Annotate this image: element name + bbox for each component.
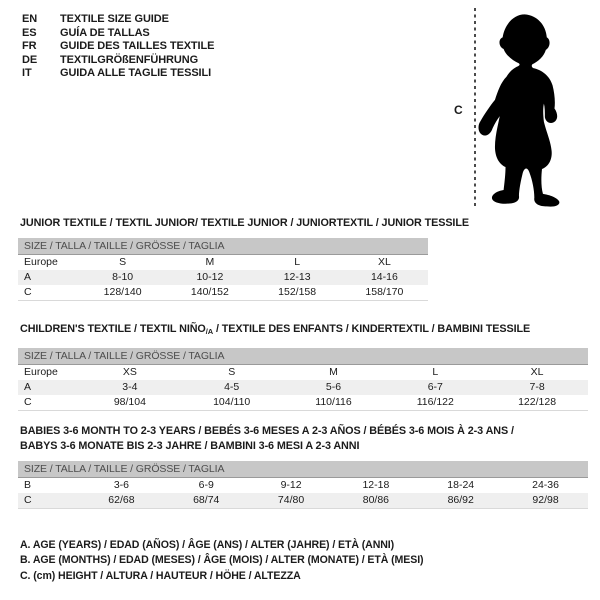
language-title-list <box>22 13 214 81</box>
cell-value: 62/68 <box>108 494 135 506</box>
legend-notes <box>20 538 424 584</box>
cell-value: 10-12 <box>196 271 224 283</box>
cell-value: 158/170 <box>365 286 404 298</box>
cell-value: 116/122 <box>416 396 454 408</box>
size-table-babies <box>18 461 588 509</box>
cell-value: 122/128 <box>518 396 557 408</box>
table-row-b <box>18 478 588 493</box>
section-title-children <box>20 322 530 340</box>
cell-value: 74/80 <box>277 494 305 506</box>
language-row <box>22 54 214 68</box>
language-code: DE <box>22 53 38 66</box>
cell-value: M <box>329 366 338 378</box>
cell-value: M <box>205 256 215 268</box>
guide-title-translation: GUIDE DES TAILLES TEXTILE <box>60 40 215 53</box>
row-label: Europe <box>24 366 58 378</box>
language-row <box>22 40 214 54</box>
cell-value: XL <box>377 256 391 268</box>
cell-value: 5-6 <box>325 381 342 393</box>
cell-value: 6-9 <box>198 479 214 491</box>
table-row-europe <box>18 255 428 270</box>
language-row <box>22 27 214 41</box>
cell-value: 3-4 <box>122 381 138 393</box>
guide-title-translation: TEXTILE SIZE GUIDE <box>60 13 169 25</box>
legend-note: B. AGE (MONTHS) / EDAD (MESES) / ÂGE (MOIS) / ALTER (MONATE) / ETÀ (MESI) <box>20 554 424 567</box>
baby-silhouette-icon <box>470 5 590 210</box>
language-code: ES <box>22 26 37 39</box>
title-text: JUNIOR TEXTILE / TEXTIL JUNIOR/ TEXTILE JUNIOR / JUNIORTEXTIL / JUNIOR TESSILE <box>20 217 469 229</box>
cell-value: 68/74 <box>193 494 220 506</box>
section-title-line <box>20 322 530 340</box>
height-label-c: C <box>454 103 463 117</box>
section-title-line <box>20 439 514 454</box>
cell-value: S <box>119 256 127 268</box>
cell-value: 80/86 <box>362 494 390 506</box>
cell-value: 12-18 <box>362 479 390 491</box>
row-label: C <box>24 286 32 298</box>
cell-value: XL <box>530 366 544 378</box>
title-text: CHILDREN'S TEXTILE / TEXTIL NIÑO <box>20 323 206 335</box>
cell-value: 7-8 <box>529 381 545 393</box>
cell-value: 12-13 <box>283 271 311 283</box>
cell-value: 110/116 <box>315 396 352 408</box>
language-code: IT <box>22 67 32 80</box>
title-text: /A <box>205 327 214 336</box>
table-row-c <box>18 285 428 301</box>
cell-value: L <box>294 256 301 268</box>
cell-value: 18-24 <box>447 479 475 491</box>
cell-value: L <box>432 366 439 378</box>
language-code: FR <box>22 40 37 53</box>
cell-value: 4-5 <box>224 381 240 393</box>
cell-value: 152/158 <box>278 286 317 298</box>
size-table-children <box>18 348 588 411</box>
table-row-c <box>18 395 588 411</box>
cell-value: S <box>228 366 236 378</box>
row-label: C <box>24 396 32 408</box>
section-title-babies <box>20 424 514 453</box>
cell-value: 14-16 <box>370 271 398 283</box>
cell-value: 3-6 <box>113 479 129 491</box>
cell-value: 9-12 <box>280 479 302 491</box>
guide-title-translation: GUIDA ALLE TAGLIE TESSILI <box>60 67 212 80</box>
legend-note: A. AGE (YEARS) / EDAD (AÑOS) / ÂGE (ANS) / ALTER (JAHRE) / ETÀ (ANNI) <box>20 539 395 551</box>
row-label: B <box>24 479 32 491</box>
language-code: EN <box>22 13 38 25</box>
row-label: A <box>24 271 32 283</box>
row-label: Europe <box>24 256 58 268</box>
cell-value: 98/104 <box>113 396 146 408</box>
cell-value: 128/140 <box>103 286 142 298</box>
language-row <box>22 67 214 81</box>
table-row-c <box>18 493 588 509</box>
title-text: BABYS 3-6 MONATE BIS 2-3 JAHRE / BAMBINI 3-6 MESI A 2-3 ANNI <box>20 439 360 452</box>
cell-value: XS <box>122 366 137 378</box>
table-row-a <box>18 380 588 395</box>
cell-value: 92/98 <box>532 494 559 506</box>
cell-value: 8-10 <box>112 271 134 283</box>
table-row-a <box>18 270 428 285</box>
section-title-line <box>20 424 514 439</box>
row-label: A <box>24 381 32 393</box>
cell-value: 6-7 <box>427 381 443 393</box>
guide-title-translation: GUÍA DE TALLAS <box>60 26 150 39</box>
section-title-junior <box>20 216 469 231</box>
legend-note: C. (cm) HEIGHT / ALTURA / HAUTEUR / HÖHE / ALTEZZA <box>20 569 301 582</box>
language-row <box>22 13 214 27</box>
size-header-bar: SIZE / TALLA / TAILLE / GRÖSSE / TAGLIA <box>18 348 588 365</box>
size-table-junior <box>18 238 428 301</box>
title-text: BABIES 3-6 MONTH TO 2-3 YEARS / BEBÉS 3-6 MESES A 2-3 AÑOS / BÉBÉS 3-6 MOIS À 2-3 ANS / <box>20 425 514 437</box>
guide-title-translation: TEXTILGRÖßENFÜHRUNG <box>60 53 199 66</box>
title-text: / TEXTILE DES ENFANTS / KINDERTEXTIL / BAMBINI TESSILE <box>213 323 531 335</box>
cell-value: 104/110 <box>213 396 251 408</box>
row-label: C <box>24 494 32 506</box>
size-header-bar: SIZE / TALLA / TAILLE / GRÖSSE / TAGLIA <box>18 238 428 255</box>
cell-value: 24-36 <box>532 479 559 491</box>
cell-value: 86/92 <box>447 494 474 506</box>
table-row-europe <box>18 365 588 380</box>
cell-value: 140/152 <box>190 286 229 298</box>
section-title-line <box>20 216 469 231</box>
size-header-bar: SIZE / TALLA / TAILLE / GRÖSSE / TAGLIA <box>18 461 588 478</box>
